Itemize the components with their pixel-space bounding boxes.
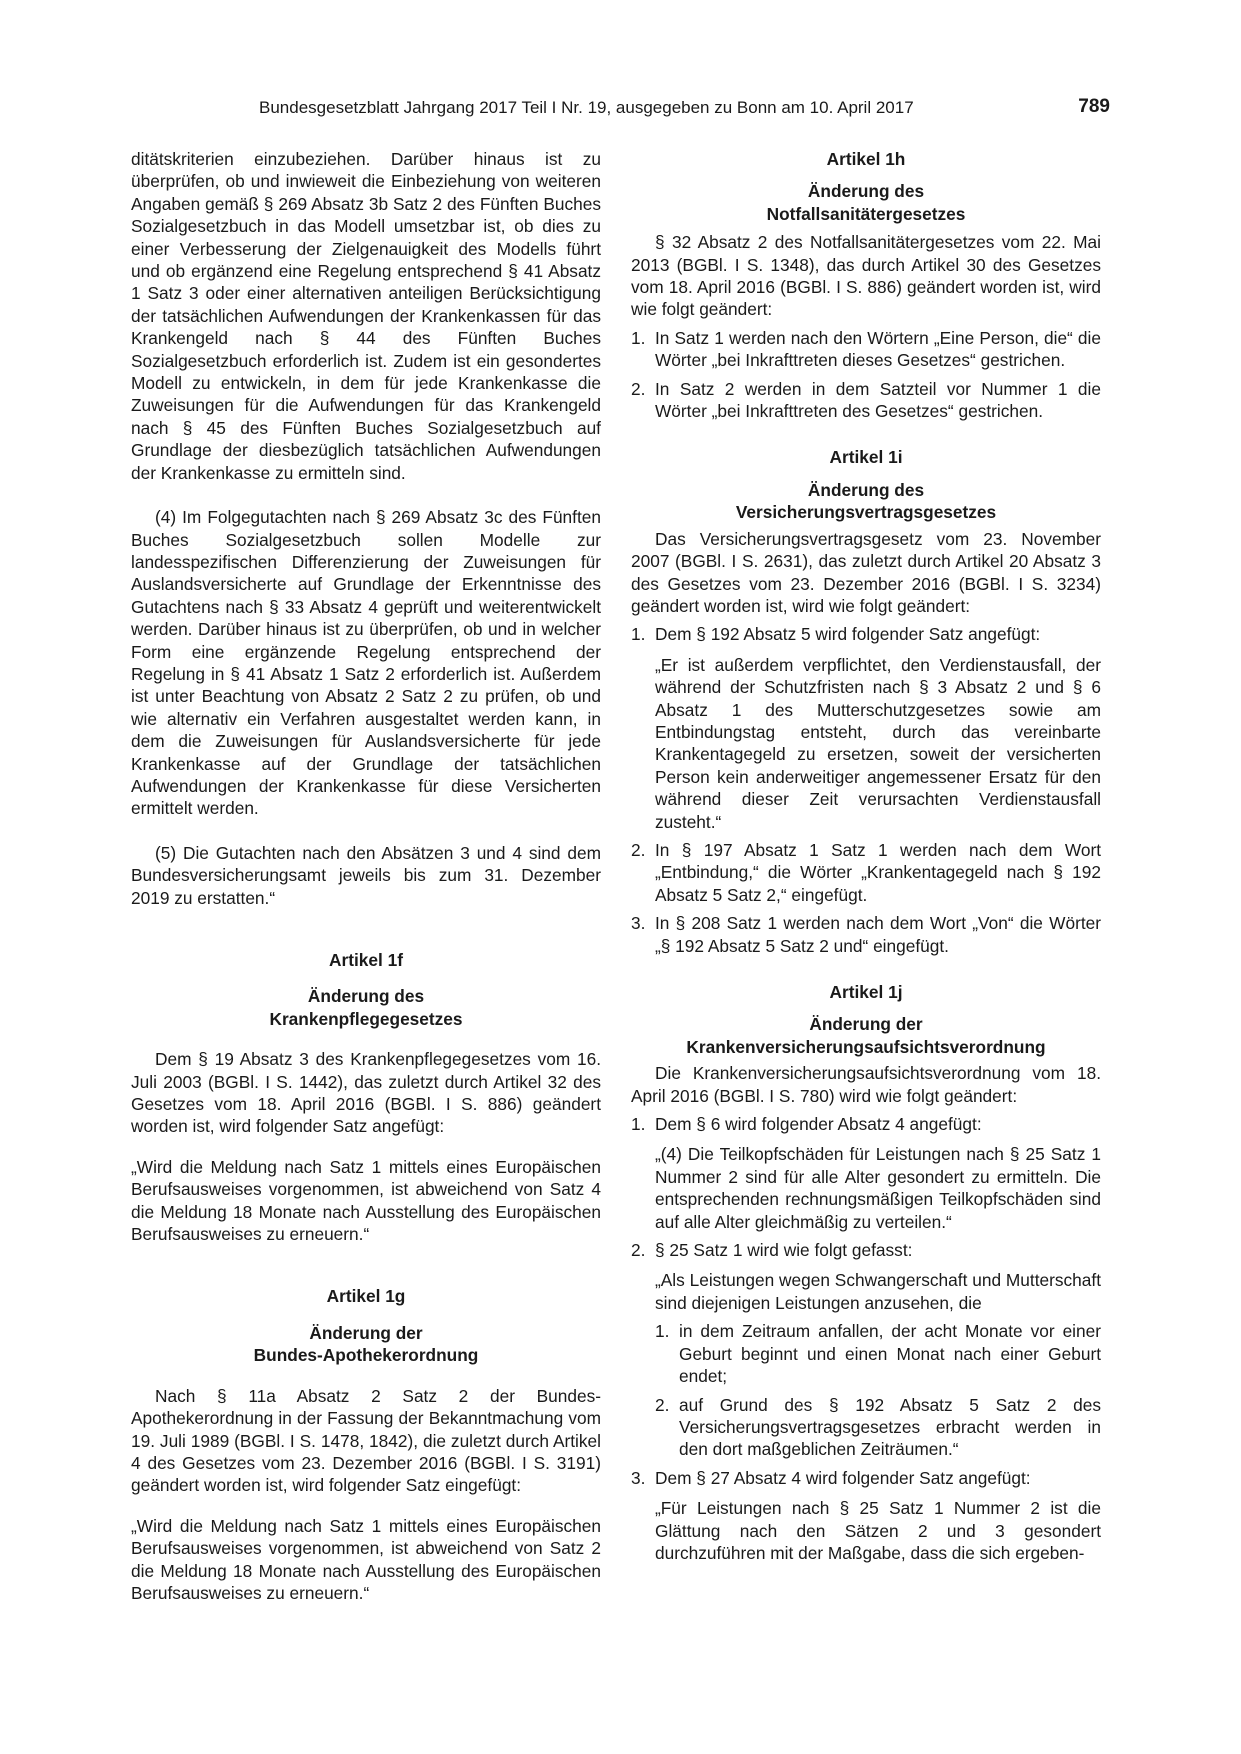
article-1j-quote-2: „Als Leistungen wegen Schwangerschaft und Mutterschaft sind diejenigen Leistungen anzusehen, die bbox=[655, 1270, 1101, 1313]
article-1h-title-line-2: Notfallsanitätergesetzes bbox=[766, 203, 966, 224]
left-column bbox=[131, 148, 601, 1604]
list-item-number: 2. bbox=[631, 378, 646, 399]
list-item bbox=[631, 327, 1101, 372]
article-1j-list bbox=[631, 1113, 1101, 1564]
list-item-number: 2. bbox=[631, 1240, 646, 1261]
list-item bbox=[631, 1467, 1101, 1565]
list-item-text: In § 208 Satz 1 werden nach dem Wort „Von“ die Wörter „§ 192 Absatz 5 Satz 2 und“ eingefügt. bbox=[655, 913, 1101, 956]
list-item-number: 1. bbox=[631, 1114, 646, 1135]
list-item-text: Dem § 192 Absatz 5 wird folgender Satz angefügt: bbox=[655, 624, 1041, 645]
sublist-item-text: auf Grund des § 192 Absatz 5 Satz 2 des Versicherungsvertragsgesetzes erbracht werden in den dort maßgeblichen Zeiträumen.“ bbox=[679, 1394, 1101, 1460]
sublist-item bbox=[655, 1394, 1101, 1461]
article-1g-intro: Nach § 11a Absatz 2 Satz 2 der Bundes-Apothekerordnung in der Fassung der Bekanntmachung vom 19. Juli 1989 (BGBl. I S. 1478, 1842), die zuletzt durch Artikel 4 des Gesetzes vom 23. Dezember 2016 (BGBl. I S. 3191) geändert worden ist, wird folgender Satz eingefügt: bbox=[131, 1385, 601, 1496]
list-item bbox=[631, 378, 1101, 423]
article-1j-title-line-2: Krankenversicherungsaufsichtsverordnung bbox=[686, 1036, 1046, 1057]
list-item bbox=[631, 839, 1101, 906]
article-1i-quote: „Er ist außerdem verpflichtet, den Verdienstausfall, der während der Schutzfristen nach § 3 Absatz 2 und § 6 Absatz 1 des Mutterschutzgesetzes sowie am Entbindungstag entsteht, durch das vereinbarte Krankentagegeld zu ersetzen, soweit der versicherten Person kein anderweitiger angemessener Ersatz für den während dieser Zeit verursachten Verdienstausfall zusteht.“ bbox=[655, 654, 1101, 832]
page-header bbox=[130, 96, 1110, 126]
running-head: Bundesgesetzblatt Jahrgang 2017 Teil I Nr. 19, ausgegeben zu Bonn am 10. April 2017 bbox=[259, 98, 914, 117]
list-item bbox=[631, 912, 1101, 957]
article-1f-title-line-2: Krankenpflegegesetzes bbox=[269, 1008, 463, 1029]
article-1g-label: Artikel 1g bbox=[326, 1286, 406, 1307]
article-1g-quote: „Wird die Meldung nach Satz 1 mittels eines Europäischen Berufsausweises vorgenommen, ist abweichend von Satz 2 die Meldung 18 Monate nach Ausstellung des Europäischen Berufsausweises zu erneuern.“ bbox=[131, 1515, 601, 1603]
article-1h-label: Artikel 1h bbox=[826, 149, 906, 169]
article-1j-sublist bbox=[655, 1320, 1101, 1460]
list-item-text: In Satz 1 werden nach den Wörtern „Eine Person, die“ die Wörter „bei Inkrafttreten dieses Gesetzes“ gestrichen. bbox=[655, 327, 1101, 371]
list-item-number: 3. bbox=[631, 1467, 646, 1488]
article-1j-title-line-1: Änderung der bbox=[809, 1014, 923, 1035]
sublist-item-number: 1. bbox=[655, 1321, 670, 1342]
list-item-text: In § 197 Absatz 1 Satz 1 werden nach dem Wort „Entbindung,“ die Wörter „Krankentagegeld nach § 192 Absatz 5 Satz 2,“ eingefügt. bbox=[655, 839, 1101, 905]
article-1g-title-line-2: Bundes-Apothekerordnung bbox=[253, 1345, 479, 1366]
article-1j-quote-1: „(4) Die Teilkopfschäden für Leistungen nach § 25 Satz 1 Nummer 2 sind für alle Alter gesondert zu ermitteln. Die entsprechenden rechnungsmäßigen Teilkopfschäden sind auf alle Alter gleichmäßig zu verteilen.“ bbox=[655, 1144, 1101, 1232]
list-item-text: Dem § 27 Absatz 4 wird folgender Satz angefügt: bbox=[655, 1467, 1031, 1488]
article-1h-intro: § 32 Absatz 2 des Notfallsanitätergesetzes vom 22. Mai 2013 (BGBl. I S. 1348), das durch Artikel 30 des Gesetzes vom 18. April 2016 (BGBl. I S. 886) geändert worden ist, wird wie folgt geändert: bbox=[631, 232, 1101, 320]
paragraph-5: (5) Die Gutachten nach den Absätzen 3 und 4 sind dem Bundesversicherungsamt jeweils bis zum 31. Dezember 2019 zu erstatten.“ bbox=[131, 842, 601, 908]
article-1g-title-line-1: Änderung der bbox=[309, 1322, 423, 1343]
article-1j-label: Artikel 1j bbox=[829, 982, 903, 1002]
sublist-item bbox=[655, 1320, 1101, 1387]
article-1i-label: Artikel 1i bbox=[829, 447, 903, 468]
list-item-number: 2. bbox=[631, 839, 646, 860]
sublist-item-text: in dem Zeitraum anfallen, der acht Monate vor einer Geburt beginnt und einen Monat nach einer Geburt endet; bbox=[679, 1321, 1101, 1387]
right-column bbox=[631, 148, 1101, 1564]
list-item-text: § 25 Satz 1 wird wie folgt gefasst: bbox=[655, 1240, 913, 1261]
article-1i-title-line-2: Versicherungsvertragsgesetzes bbox=[735, 502, 997, 523]
paragraph-continued: ditätskriterien einzubeziehen. Darüber hinaus ist zu überprüfen, ob und inwieweit die Einbeziehung von weiteren Angaben gemäß § 269 Absatz 3b Satz 2 des Fünften Buches Sozialgesetzbuch in das Modell umsetzbar ist, ob dies zu einer Verbesserung der Zielgenauigkeit des Modells führt und ob ergänzend eine Regelung entsprechend § 41 Absatz 1 Satz 3 oder einer alternativen anteiligen Berücksichtigung der tatsächlichen Aufwendungen der Krankenkassen für das Krankengeld nach § 44 des Fünften Buches Sozialgesetzbuch erforderlich ist. Zudem ist ein gesondertes Modell zu entwickeln, in dem für jede Krankenkasse die Zuweisungen für die Aufwendungen für das Krankengeld nach § 45 des Fünften Buches Sozialgesetzbuch auf Grundlage der diesbezüglich tatsächlichen Aufwendungen der Krankenkasse zu ermitteln sind. bbox=[131, 149, 601, 483]
article-1h-title-line-1: Änderung des bbox=[807, 181, 925, 202]
list-item-number: 1. bbox=[631, 327, 646, 348]
article-1j-quote-3: „Für Leistungen nach § 25 Satz 1 Nummer 2 ist die Glättung nach den Sätzen 2 und 3 gesondert durchzuführen mit der Maßgabe, dass die sich ergeben- bbox=[655, 1498, 1101, 1563]
article-1j-intro: Die Krankenversicherungsaufsichtsverordnung vom 18. April 2016 (BGBl. I S. 780) wird wie folgt geändert: bbox=[631, 1063, 1101, 1106]
list-item-text: Dem § 6 wird folgender Absatz 4 angefügt: bbox=[655, 1114, 982, 1135]
page-number: 789 bbox=[1078, 96, 1110, 117]
article-1h-list bbox=[631, 327, 1101, 423]
paragraph-4: (4) Im Folgegutachten nach § 269 Absatz 3c des Fünften Buches Sozialgesetzbuch sollen Modelle zur landesspezifischen Differenzierung der Zuweisungen für Auslandsversicherte auf Grundlage der Erkenntnisse des Gutachtens nach § 33 Absatz 4 geprüft und weiterentwickelt werden. Darüber hinaus ist zu überprüfen, ob und in welcher Form eine ergänzende Regelung entsprechend der Regelung in § 41 Absatz 1 Satz 2 erforderlich ist. Außerdem ist unter Beachtung von Absatz 2 Satz 2 zu prüfen, ob und wie alternativ ein Verfahren ausgestaltet werden kann, in dem die Zuweisungen für Auslandsversicherte für jede Krankenkasse auf der Grundlage der tatsächlichen Aufwendungen der Krankenkasse für diese Versicherten ermittelt werden. bbox=[131, 507, 601, 819]
article-1f-quote: „Wird die Meldung nach Satz 1 mittels eines Europäischen Berufsausweises vorgenommen, ist abweichend von Satz 4 die Meldung 18 Monate nach Ausstellung des Europäischen Berufsausweises zu erneuern.“ bbox=[131, 1156, 601, 1245]
article-1f-label: Artikel 1f bbox=[329, 950, 403, 970]
article-1i-title-line-1: Änderung des bbox=[807, 479, 925, 500]
list-item bbox=[631, 1113, 1101, 1233]
list-item-number: 3. bbox=[631, 913, 646, 934]
article-1f-intro: Dem § 19 Absatz 3 des Krankenpflegegesetzes vom 16. Juli 2003 (BGBl. I S. 1442), das zuletzt durch Artikel 32 des Gesetzes vom 18. April 2016 (BGBl. I S. 886) geändert worden ist, wird folgender Satz angefügt: bbox=[131, 1049, 601, 1137]
list-item-number: 1. bbox=[631, 624, 646, 645]
article-1f-title-line-1: Änderung des bbox=[307, 986, 425, 1007]
sublist-item-number: 2. bbox=[655, 1394, 670, 1415]
article-1i-list bbox=[631, 623, 1101, 957]
article-1i-intro: Das Versicherungsvertragsgesetz vom 23. November 2007 (BGBl. I S. 2631), das zuletzt durch Artikel 20 Absatz 3 des Gesetzes vom 23. Dezember 2016 (BGBl. I S. 3234) geändert worden ist, wird wie folgt geändert: bbox=[631, 528, 1101, 616]
list-item bbox=[631, 623, 1101, 833]
list-item-text: In Satz 2 werden in dem Satzteil vor Nummer 1 die Wörter „bei Inkrafttreten des Gesetzes“ gestrichen. bbox=[655, 378, 1101, 422]
list-item bbox=[631, 1239, 1101, 1461]
